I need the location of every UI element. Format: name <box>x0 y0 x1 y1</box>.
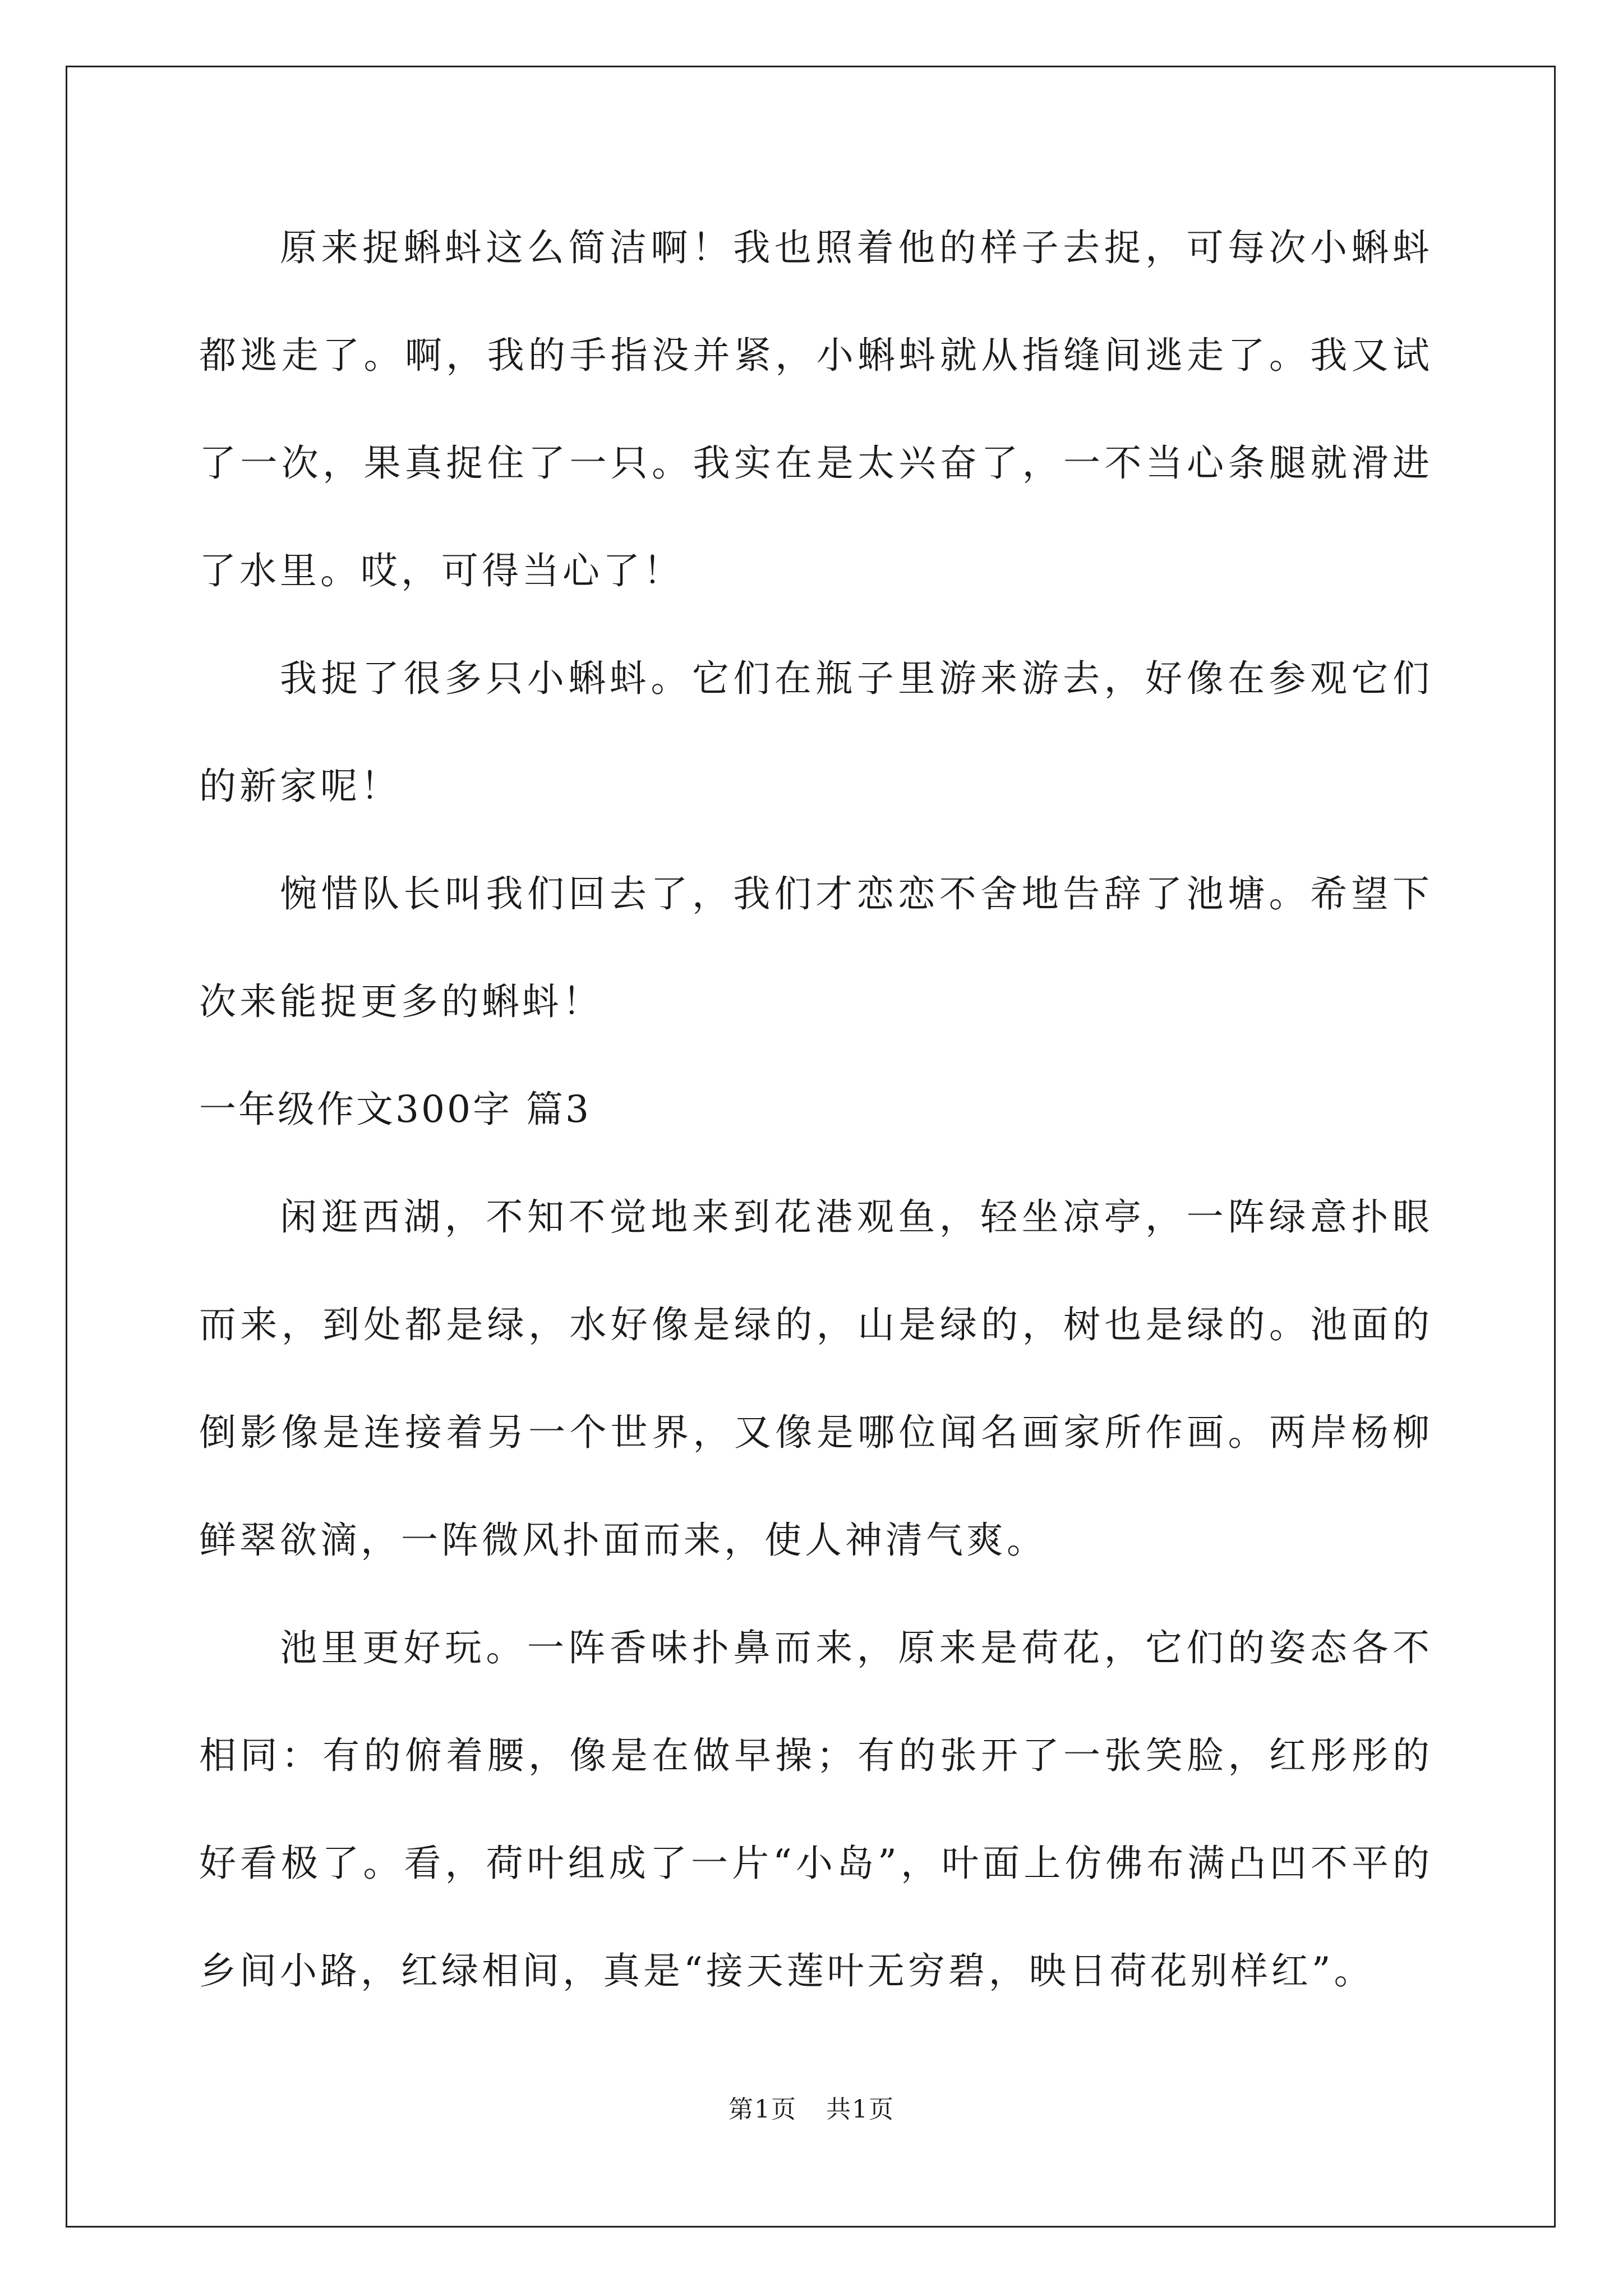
paragraph-many-tadpoles: 我捉了很多只小蝌蚪。它们在瓶子里游来游去，好像在参观它们的新家呢！ <box>199 657 1433 808</box>
section-heading: 一年级作文300字 篇3 <box>199 1088 591 1131</box>
paragraph-west-lake: 闲逛西湖，不知不觉地来到花港观鱼，轻坐凉亭，一阵绿意扑眼而来，到处都是绿，水好像是绿的，山是绿的，树也是绿的。池面的倒影像是连接着另一个世界，又像是哪位闻名画家所作画。两岸杨柳鲜翠欲滴，一阵微风扑面而来，使人神清气爽。 <box>199 1195 1433 1562</box>
page-number: 第1页 <box>728 2095 797 2124</box>
document-body <box>199 0 1433 2025</box>
paragraph-catching-tadpoles: 原来捉蝌蚪这么简洁啊！我也照着他的样子去捉，可每次小蝌蚪都逃走了。啊，我的手指没并紧，小蝌蚪就从指缝间逃走了。我又试了一次，果真捉住了一只。我实在是太兴奋了，一不当心条腿就滑进了水里。哎，可得当心了！ <box>199 226 1433 592</box>
paragraph-going-home: 惋惜队长叫我们回去了，我们才恋恋不舍地告辞了池塘。希望下次来能捉更多的蝌蚪！ <box>199 872 1433 1023</box>
page-footer <box>0 2089 1623 2125</box>
paragraph-lotus-pond: 池里更好玩。一阵香味扑鼻而来，原来是荷花，它们的姿态各不相同：有的俯着腰，像是在做早操；有的张开了一张笑脸，红彤彤的好看极了。看，荷叶组成了一片“小岛”，叶面上仿佛布满凸凹不平的乡间小路，红绿相间，真是“接天莲叶无穷碧，映日荷花别样红”。 <box>199 1626 1433 1993</box>
page-total: 共1页 <box>826 2095 895 2124</box>
